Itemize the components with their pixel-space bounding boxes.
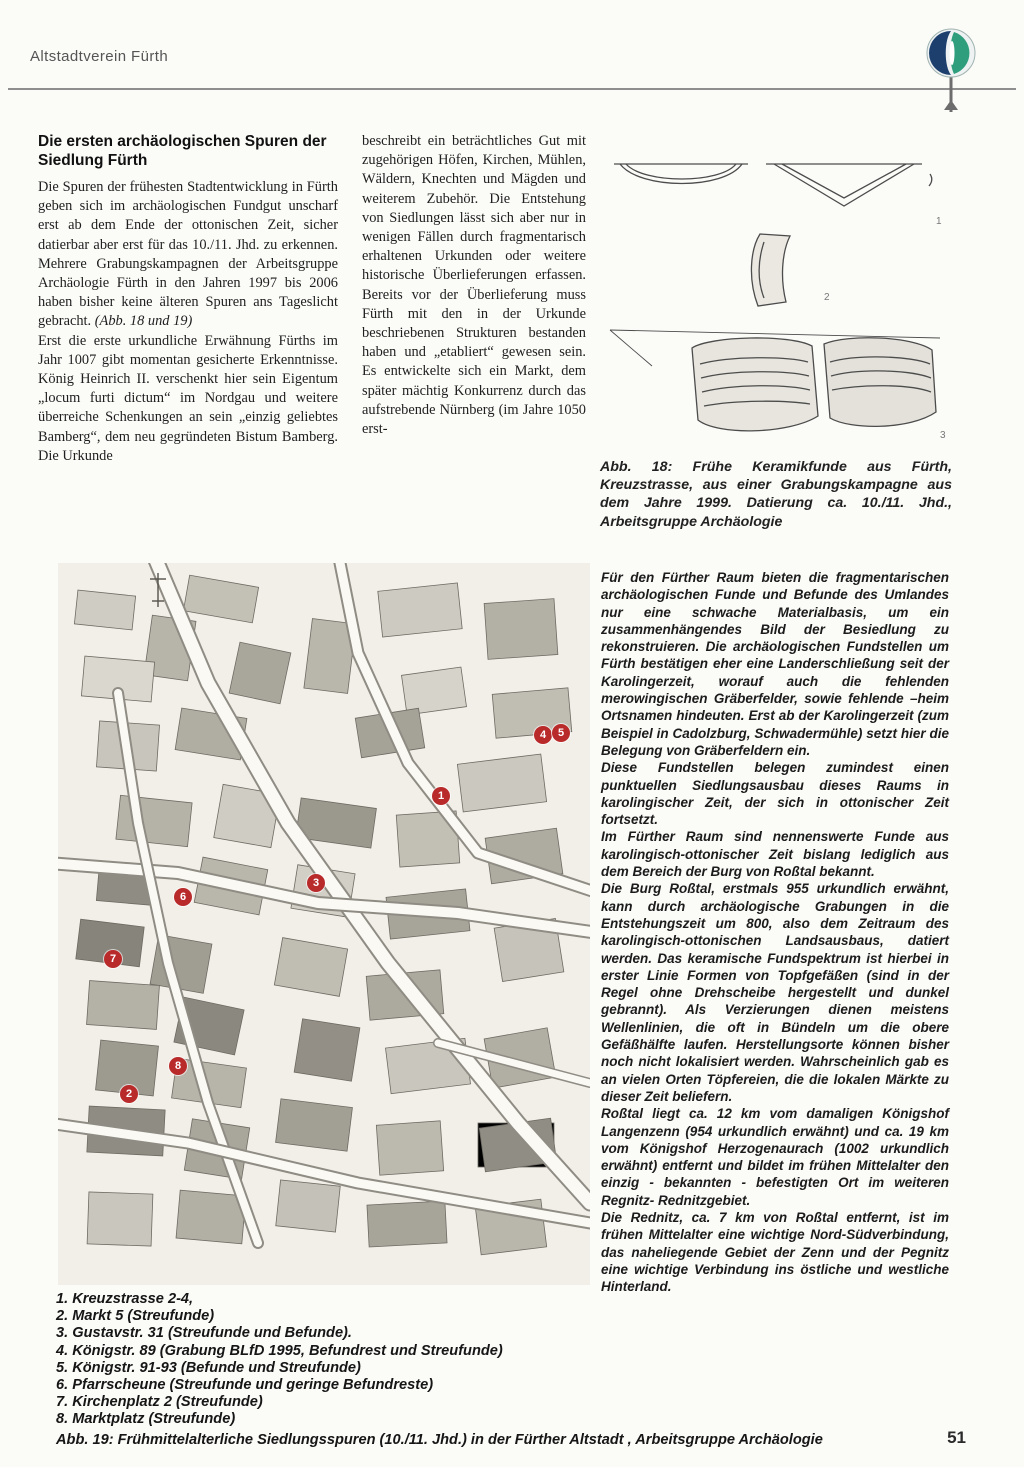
legend-item: 3. Gustavstr. 31 (Streufunde und Befunde). (56, 1325, 352, 1342)
article-heading: Die ersten archäologischen Spuren der Siedlung Fürth (38, 133, 327, 169)
header-divider (8, 88, 1016, 90)
figure-18-caption: Abb. 18: Frühe Keramikfunde aus Fürth, Kreuzstrasse, aus einer Grabungskampagne aus dem Jahre 1999. Datierung ca. 10./11. Jhd., Arbeitsgruppe Archäologie (600, 459, 952, 530)
map-marker: 1 (432, 787, 450, 805)
figure-18 (600, 130, 952, 531)
sidebar-paragraph: Die Rednitz, ca. 7 km von Roßtal entfernt, ist im frühen Mittelalter eine wichtige Nord-Südverbindung, das naheliegende Gebiet der Zenn und der Pegnitz eine wichtige Verbindung ins östliche und westliche Hinterland. (601, 1209, 949, 1295)
legend-items (56, 1291, 826, 1429)
legend-item: 6. Pfarrscheune (Streufunde und geringe Befundreste) (56, 1377, 434, 1394)
ceramic-sketches-image (600, 130, 952, 448)
article-paragraph: Erst die erste urkundliche Erwähnung Fürths im Jahr 1007 gibt momentan gesicherte Erkenntnisse. König Heinrich II. verschenkt hier sein Eigentum „locum furti dictum“ im Nordgau und weitere überreiche Schenkungen an sein „einzig geliebtes Bamberg“, dem neu gegründeten Bistum Bamberg. Die Urkunde (38, 332, 338, 464)
article-column-1-text (38, 178, 338, 466)
legend-item: 4. Königstr. 89 (Grabung BLfD 1995, Befundrest und Streufunde) (56, 1342, 503, 1359)
legend-item: 5. Königstr. 91-93 (Befunde und Streufunde) (56, 1359, 361, 1376)
map-marker: 4 (534, 726, 552, 744)
article-column-2-text (362, 132, 586, 439)
legend-item: 8. Marktplatz (Streufunde) (56, 1411, 236, 1428)
paragraph-text: Die Spuren der frühesten Stadtentwicklung in Fürth geben sich im archäologischen Fundgut unscharf erst ab dem Ende der ottonischen Zeit, sicher datierbar aber erst für das 10./11. Jhd. zu erkennen. Mehrere Grabungskampagnen der Arbeitsgruppe Archäologie Fürth in den Jahren 1997 bis 2006 haben bisher keine älteren Spuren ans Tageslicht gebracht. (38, 179, 338, 330)
map-marker: 7 (104, 950, 122, 968)
sidebar-paragraph: Für den Fürther Raum bieten die fragmentarischen archäologischen Funde und Befunde des Umlandes nur eine schwache Materialbasis, um ein zusammenhängendes Bild der Besiedlung zu rekonstruieren. Die archäologischen Fundstellen um Fürth bestätigen eher eine Landerschließung seit der Karolingerzeit, worauf auch die fehlenden merowingischen Gräberfelder, sowie fehlende –heim Ortsnamen hindeuten. Erst ab der Karolingerzeit (zum Beispiel in Cadolzburg, Schwadermühle) setzt hier die Belegung von Gräberfeldern ein. (601, 570, 949, 758)
sketch-label-2: 2 (824, 292, 830, 303)
map-marker: 2 (120, 1085, 138, 1103)
legend-item: 7. Kirchenplatz 2 (Streufunde) (56, 1394, 263, 1411)
map-marker: 6 (174, 888, 192, 906)
map-markers (58, 563, 590, 1285)
article-column-2 (362, 132, 586, 439)
sketch-label-1: 1 (936, 216, 942, 227)
city-map-figure (58, 563, 590, 1285)
figure-19-caption: Abb. 19: Frühmittelalterliche Siedlungsspuren (10./11. Jhd.) in der Fürther Altstadt , Arbeitsgruppe Archäologie (56, 1431, 823, 1448)
map-marker: 8 (169, 1057, 187, 1075)
sidebar-paragraph: Diese Fundstellen belegen zumindest einen punktuellen Siedlungsausbau dieses Raums in karolingischer Zeit, der sich in ottonischer Zeit fortsetzt. (601, 760, 949, 828)
map-marker: 5 (552, 724, 570, 742)
sidebar-paragraph: Die Burg Roßtal, erstmals 955 urkundlich erwähnt, kann durch archäologische Grabungen in die Entstehungszeit um 800, also dem Zeitraum des karolingisch-ottonischen Landsausbaus, datiert werden. Das keramische Fundspektrum ist hierbei in erster Linie Formen von Topfgefäßen (sind in der Regel ohne Drehscheibe hergestellt und dunkel gebrannt). Als Verzierungen dienen meistens Wellenlinien, die oft in Bündeln um die obere Gefäßhälfte laufen. Herstellungsorte können bisher noch nicht lokalisiert werden. Wahrscheinlich gab es an vielen Orten Töpfereien, die die lokalen Märkte zu dieser Zeit beliefern. (601, 881, 949, 1104)
article-paragraph: beschreibt ein beträchtliches Gut mit zugehörigen Höfen, Kirchen, Mühlen, Wäldern, Knechten und Mägden und weiterem Zubehör. Die Entstehung von Siedlungen lässt sich aber nur in wenigen Fällen durch fragmentarisch erhaltenen Urkunden oder weitere historische Überlieferungen erfassen. Bereits vor der Überlieferung muss Fürth mit den in der Urkunde beschriebenen Strukturen bestanden haben und „etabliert“ gewesen sein. Es entwickelte sich ein Markt, dem später mächtig Konkurrenz durch das aufstrebende Nürnberg (im Jahre 1050 erst- (362, 133, 586, 438)
sidebar-commentary (601, 569, 949, 1295)
article-column-1 (38, 132, 338, 466)
page-header-title: Altstadtverein Fürth (30, 48, 169, 65)
altstadtverein-logo-icon (920, 26, 982, 116)
sidebar-paragraph: Im Fürther Raum sind nennenswerte Funde aus karolingisch-ottonischer Zeit bislang lediglich aus dem Bereich der Burg von Roßtal bekannt. (601, 829, 949, 880)
map-legend (56, 1291, 826, 1449)
sketch-label-3: 3 (940, 430, 946, 441)
article-paragraph (38, 178, 338, 332)
sidebar-paragraph: Roßtal liegt ca. 12 km vom damaligen Königshof Langenzenn (954 urkundlich erwähnt) und ca. 19 km vom Königshof Herzogenaurach (1002 urkundlich erwähnt) entfernt und bildet im frühen Mittelalter den einzig - bekannten - befestigten Ort im weiteren Regnitz- Rednitzgebiet. (601, 1106, 949, 1208)
page-number: 51 (947, 1428, 966, 1447)
map-marker: 3 (307, 874, 325, 892)
legend-item: 2. Markt 5 (Streufunde) (56, 1308, 215, 1325)
legend-item: 1. Kreuzstrasse 2-4, (56, 1291, 194, 1307)
figure-reference: (Abb. 18 und 19) (94, 313, 193, 330)
